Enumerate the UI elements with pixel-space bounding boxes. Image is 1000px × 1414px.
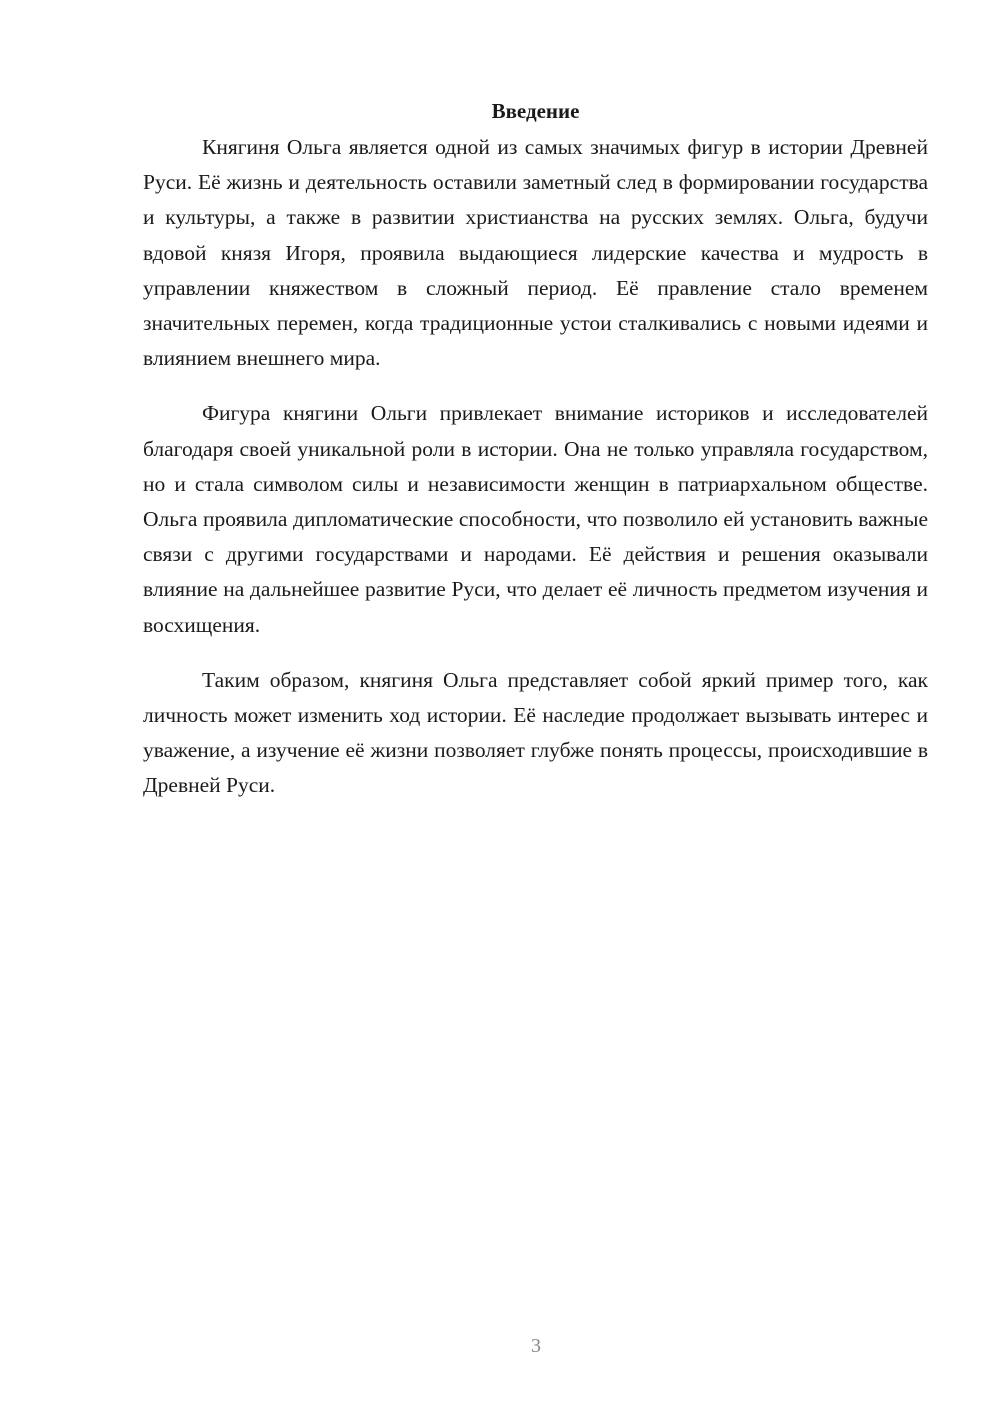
- paragraph-2: Фигура княгини Ольги привлекает внимание историков и исследователей благодаря своей уникальной роли в истории. Она не только управляла государством, но и стала символом силы и независимости женщин в патриархальном обществе. Ольга проявила дипломатические способности, что позволило ей установить важные связи с другими государствами и народами. Её действия и решения оказывали влияние на дальнейшее развитие Руси, что делает её личность предметом изучения и восхищения.: [143, 401, 928, 637]
- paragraph-3: Таким образом, княгиня Ольга представляет собой яркий пример того, как личность может изменить ход истории. Её наследие продолжает вызывать интерес и уважение, а изучение её жизни позволяет глубже понять процессы, происходившие в Древней Руси.: [143, 667, 928, 798]
- section-heading: Введение: [491, 99, 580, 123]
- page-number: 3: [531, 1335, 541, 1357]
- paragraph-1: Княгиня Ольга является одной из самых значимых фигур в истории Древней Руси. Её жизнь и деятельность оставили заметный след в формировании государства и культуры, а также в развитии христианства на русских землях. Ольга, будучи вдовой князя Игоря, проявила выдающиеся лидерские качества и мудрость в управлении княжеством в сложный период. Её правление стало временем значительных перемен, когда традиционные устои сталкивались с новыми идеями и влиянием внешнего мира.: [143, 135, 928, 371]
- page-content: [143, 96, 928, 824]
